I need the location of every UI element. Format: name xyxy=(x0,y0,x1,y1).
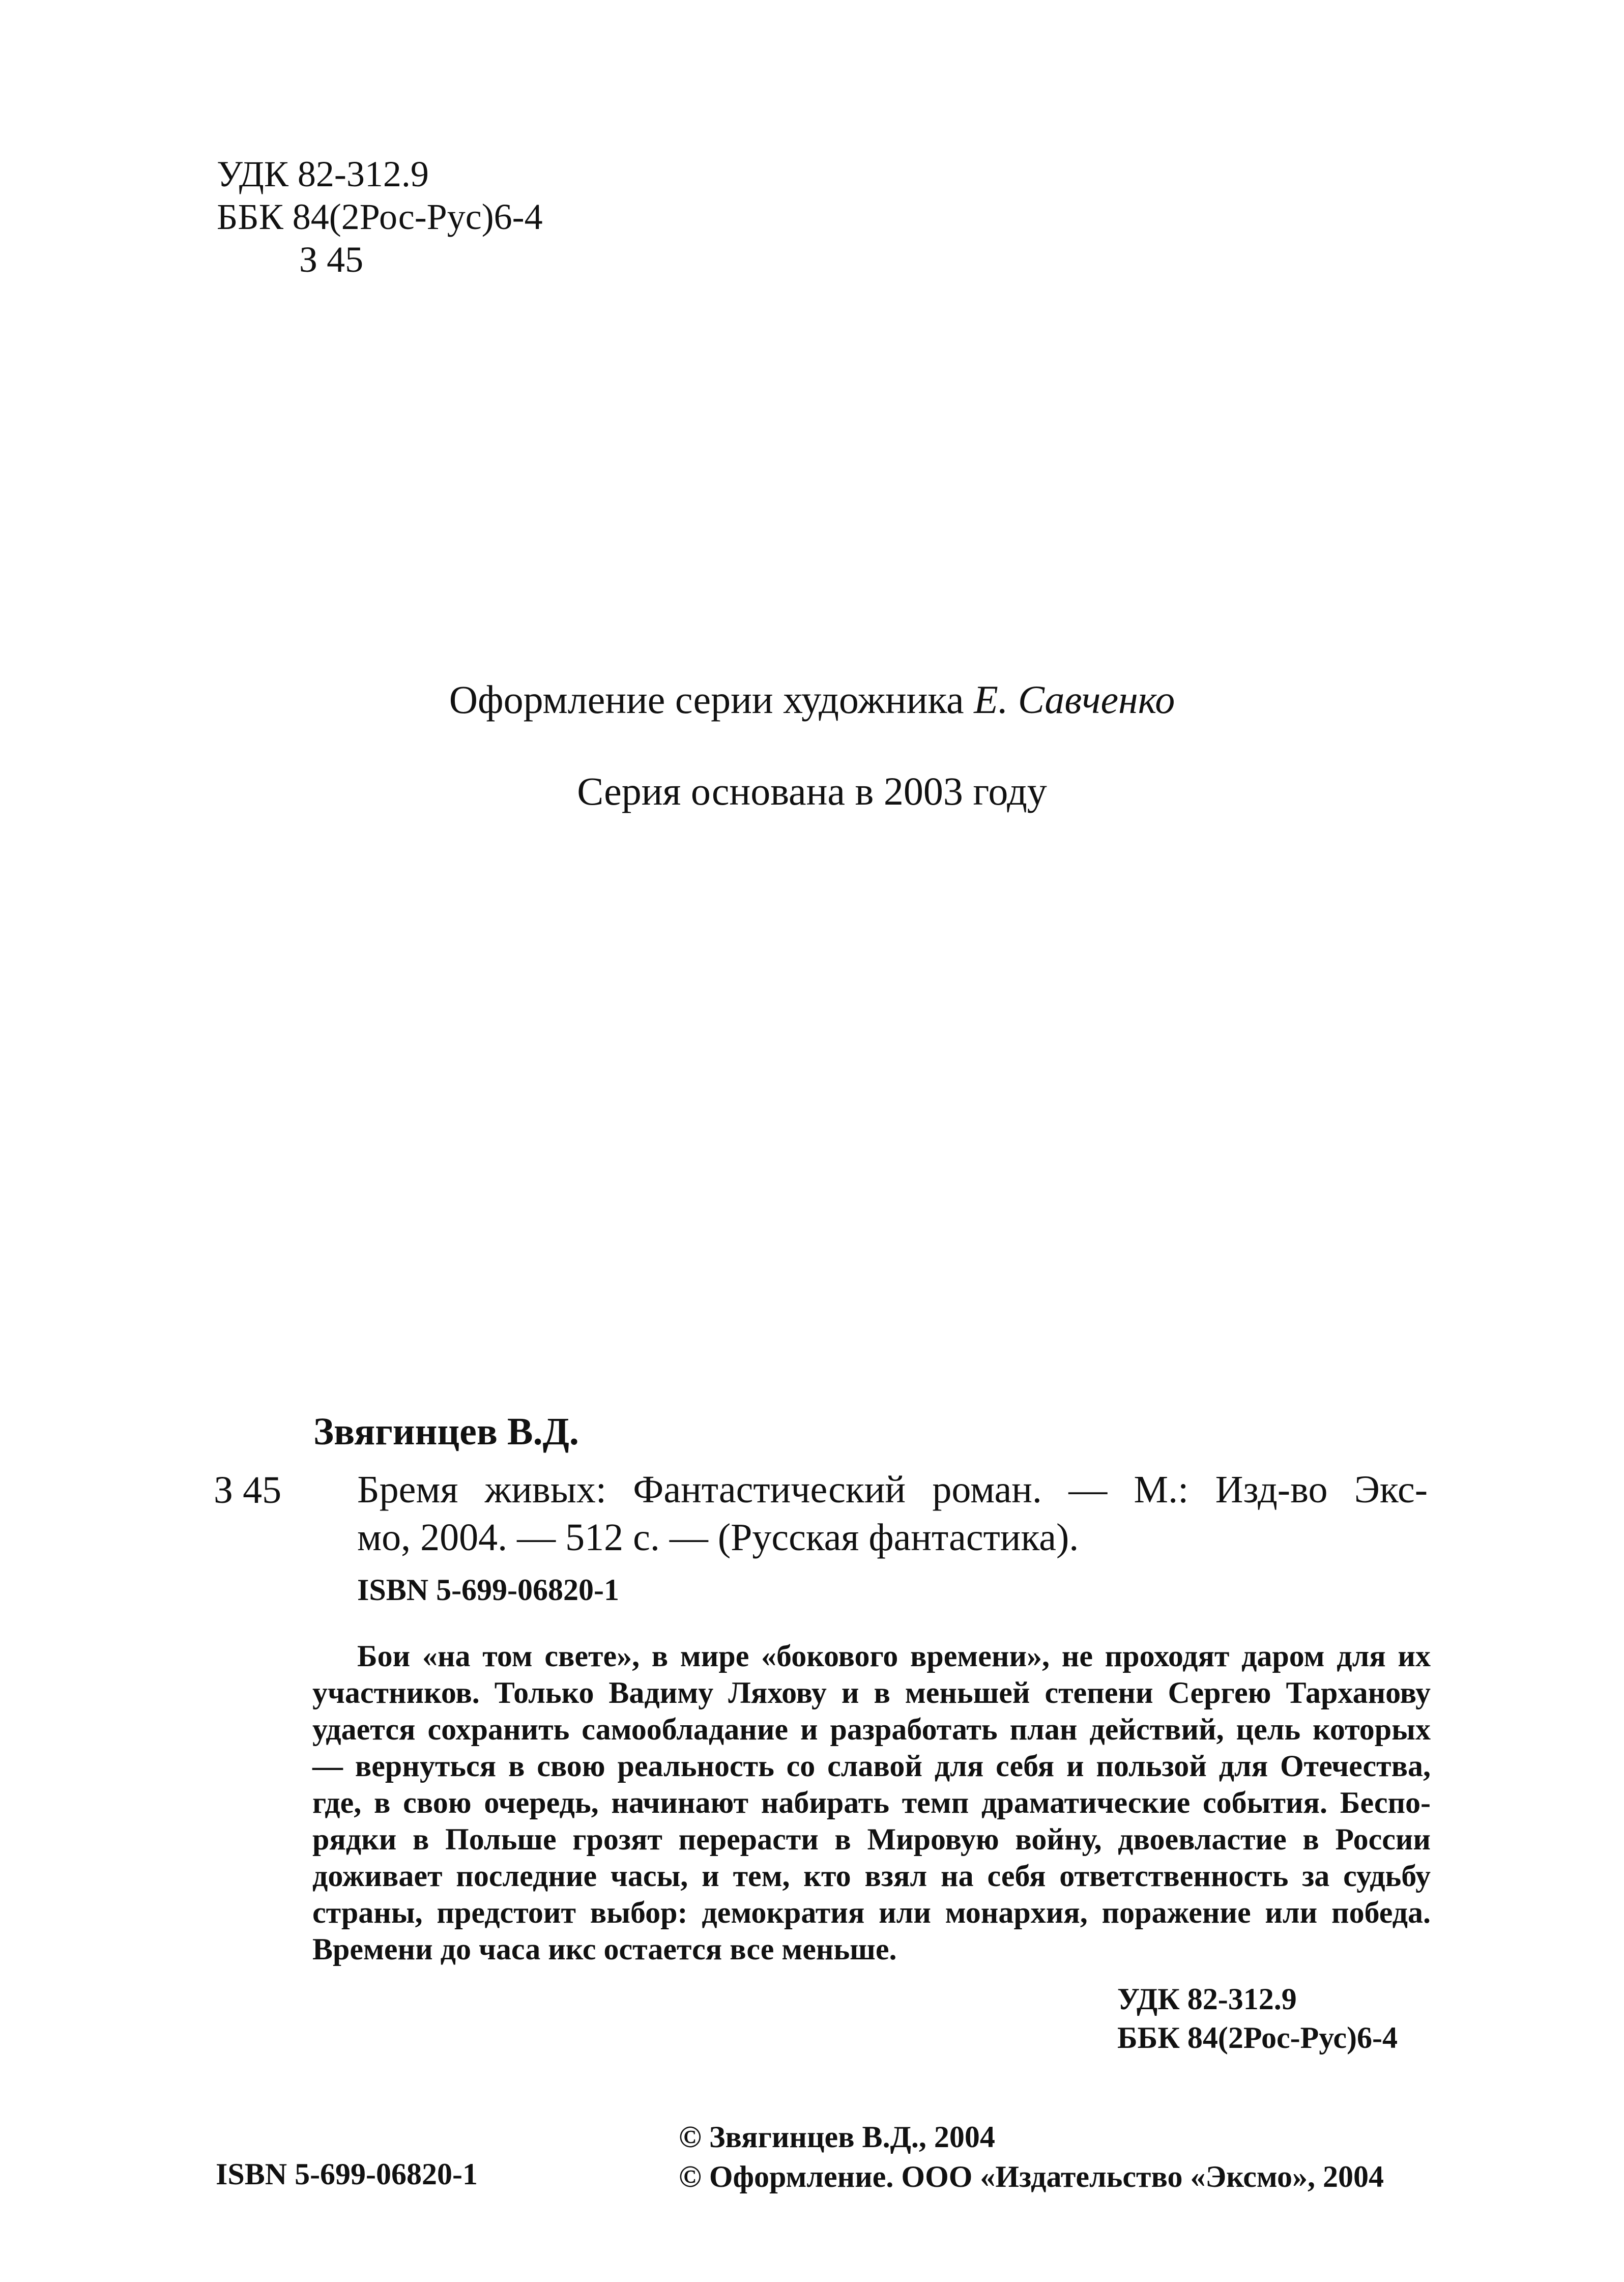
annotation-line: участников. Только Вадиму Ляхову и в меньшей степени Сергею Тарханову xyxy=(312,1676,1431,1709)
annotation-line: Бои «на том свете», в мире «бокового времени», не проходят даром для их xyxy=(357,1639,1431,1673)
isbn-bottom: ISBN 5-699-06820-1 xyxy=(216,2157,478,2191)
annotation-line: — вернуться в свою реальность со славой для себя и пользой для Отечества, xyxy=(312,1749,1431,1783)
annotation-line: рядки в Польше грозят перерасти в Мировую войну, двоевластие в России xyxy=(312,1822,1431,1856)
classification-codes-top xyxy=(217,153,543,281)
classification-codes-bottom xyxy=(1117,1980,1398,2057)
bibliographic-description xyxy=(357,1466,1428,1561)
annotation-line: страны, предстоит выбор: демократия или монархия, поражение или победа. xyxy=(312,1896,1431,1929)
artist-credit-prefix: Оформление серии художника xyxy=(449,677,974,722)
bbk-code-bottom: ББК 84(2Рос-Рус)6-4 xyxy=(1117,2021,1398,2055)
bibliographic-line: Бремя живых: Фантастический роман. — М.: Изд-во Экс- xyxy=(357,1468,1428,1511)
bibliographic-line: мо, 2004. — 512 с. — (Русская фантастика). xyxy=(357,1516,1079,1559)
entry-author-sign: З 45 xyxy=(214,1469,282,1511)
udk-code-bottom: УДК 82-312.9 xyxy=(1117,1982,1297,2016)
annotation-line: доживает последние часы, и тем, кто взял на себя ответственность за судьбу xyxy=(312,1859,1431,1893)
annotation-paragraph xyxy=(312,1638,1431,1967)
udk-code: УДК 82-312.9 xyxy=(217,154,429,194)
copyright-block xyxy=(679,2117,1384,2197)
copyright-author: © Звягинцев В.Д., 2004 xyxy=(679,2120,995,2154)
annotation-line: где, в свою очередь, начинают набирать темп драматические события. Беспо- xyxy=(312,1786,1431,1819)
copyright-design: © Оформление. ООО «Издательство «Эксмо», 2004 xyxy=(679,2160,1384,2193)
series-artist-credit xyxy=(0,677,1624,723)
entry-isbn: ISBN 5-699-06820-1 xyxy=(357,1573,620,1607)
author-sign-code: З 45 xyxy=(299,239,364,280)
entry-author: Звягинцев В.Д. xyxy=(313,1410,579,1453)
annotation-line: Времени до часа икс остается все меньше. xyxy=(312,1932,897,1966)
annotation-line: удается сохранить самообладание и разработать план действий, цель которых xyxy=(312,1713,1431,1746)
bbk-code: ББК 84(2Рос-Рус)6-4 xyxy=(217,196,543,237)
series-founded-note: Серия основана в 2003 году xyxy=(577,769,1047,813)
artist-name: Е. Савченко xyxy=(974,677,1175,722)
